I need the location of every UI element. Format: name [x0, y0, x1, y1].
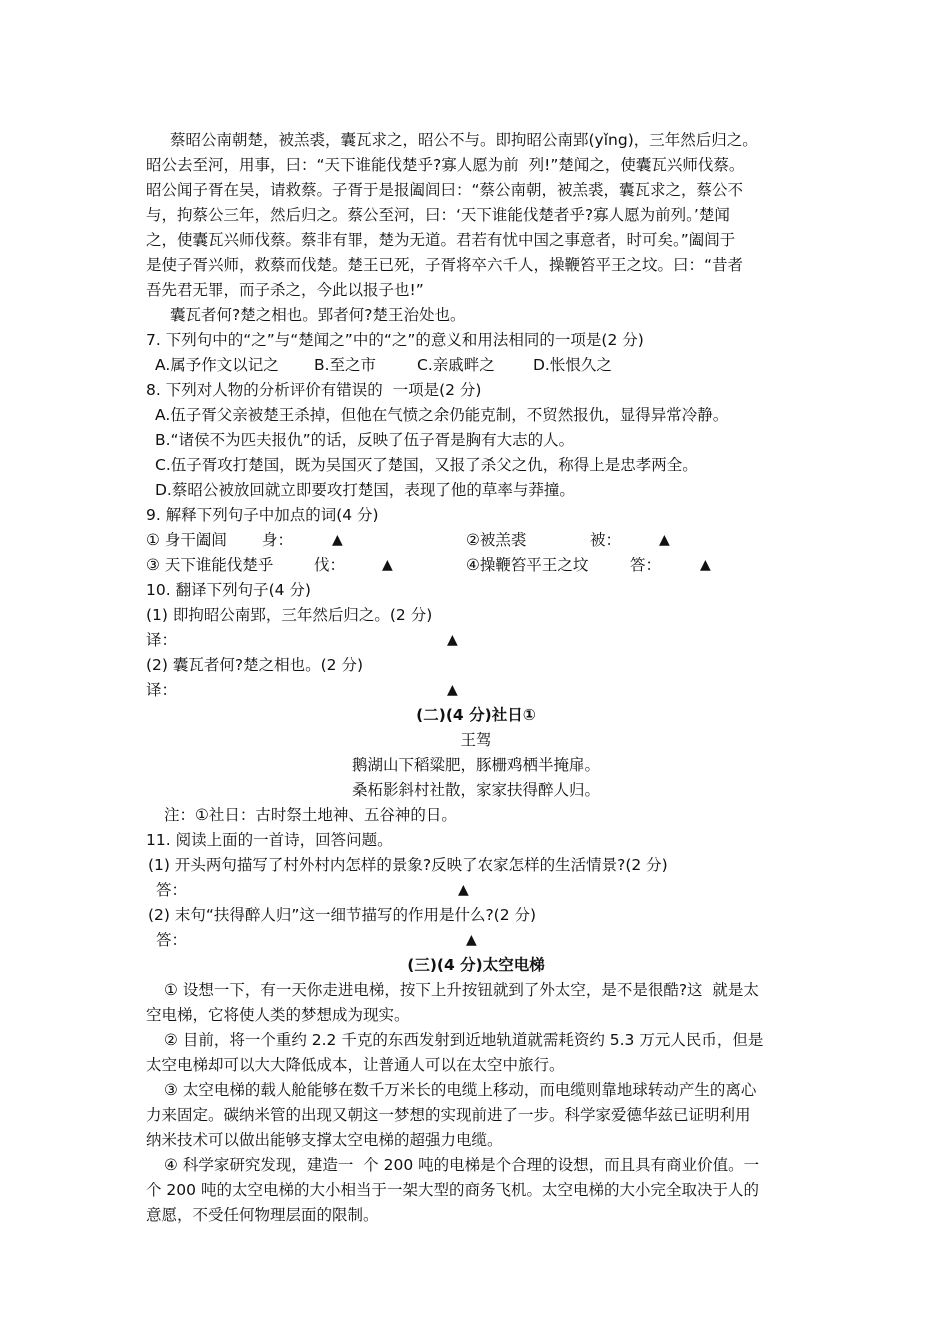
q7-option-a: A.属予作文以记之: [155, 356, 279, 374]
q7-option-d: D.怅恨久之: [533, 356, 612, 374]
passage-line: 与，拘蔡公三年，然后归之。蔡公至河，曰：‘天下谁能伐楚者乎?寡人愿为前列。’楚闻: [146, 206, 730, 224]
q11-answer-label-2: 答：: [156, 931, 188, 949]
q9-item-1-sentence: ① 身干阖闾: [146, 531, 227, 549]
poem-line-2: 桑柘影斜村社散，家家扶得醉人归。: [351, 781, 600, 799]
passage-line: 是使子胥兴师，救蔡而伐楚。楚王已死，子胥将卒六千人，操鞭笞平王之坟。曰：“昔者: [146, 256, 744, 274]
passage-line: 昭公闻子胥在吴，请救蔡。子胥于是报阖闾曰：“蔡公南朝，被羔裘，囊瓦求之，蔡公不: [146, 181, 744, 199]
passage-line: 吾先君无罪，而子杀之，今此以报子也!”: [146, 281, 424, 299]
article-line: ④ 科学家研究发现，建造一 个 200 吨的电梯是个合理的设想，而且具有商业价值。一: [164, 1156, 760, 1174]
passage-line: 之，使囊瓦兴师伐蔡。蔡非有罪，楚为无道。君若有忧中国之事意者，时可矣。”阖闾于: [146, 231, 736, 249]
q7-option-b: B.至之市: [314, 356, 377, 374]
article-line: 个 200 吨的太空电梯的大小相当于一架大型的商务飞机。太空电梯的大小完全取决于人的: [146, 1181, 759, 1199]
section-2-heading: (二)(4 分)社日①: [416, 706, 536, 724]
q9-item-3-word: 伐：: [314, 556, 346, 574]
q9-item-3-answer-marker: ▲: [382, 557, 393, 573]
q7-stem: 7. 下列句中的“之”与“楚闻之”中的“之”的意义和用法相同的一项是(2 分): [146, 331, 644, 349]
q9-item-2-answer-marker: ▲: [659, 532, 670, 548]
q9-item-4-word: 答：: [630, 556, 662, 574]
article-line: 空电梯，它将使人类的梦想成为现实。: [146, 1006, 410, 1024]
q10-answer-marker-2: ▲: [447, 682, 458, 698]
q9-stem: 9. 解释下列句子中加点的词(4 分): [146, 506, 379, 524]
q10-sentence-2: (2) 囊瓦者何?楚之相也。(2 分): [146, 656, 363, 674]
q7-option-c: C.亲戚畔之: [417, 356, 495, 374]
q11-stem: 11. 阅读上面的一首诗，回答问题。: [146, 831, 393, 849]
article-line: 力来固定。碳纳米管的出现又朝这一梦想的实现前进了一步。科学家爱德华兹已证明利用: [146, 1106, 751, 1124]
q8-stem: 8. 下列对人物的分析评价有错误的 一项是(2 分): [146, 381, 482, 399]
q11-answer-label-1: 答：: [156, 881, 188, 899]
q10-stem: 10. 翻译下列句子(4 分): [146, 581, 311, 599]
q9-item-2-word: 被：: [590, 531, 622, 549]
passage-line: 囊瓦者何?楚之相也。郢者何?楚王治处也。: [170, 306, 466, 324]
section-3-heading: (三)(4 分)太空电梯: [407, 956, 545, 974]
q9-item-1-word: 身：: [262, 531, 294, 549]
q9-item-4-sentence: ④操鞭笞平王之坟: [466, 556, 589, 574]
article-line: 太空电梯却可以大大降低成本，让普通人可以在太空中旅行。: [146, 1056, 565, 1074]
q10-answer-label-2: 译：: [146, 681, 178, 699]
q9-item-1-answer-marker: ▲: [332, 532, 343, 548]
q11-sub-2: (2) 末句“扶得醉人归”这一细节描写的作用是什么?(2 分): [148, 906, 537, 924]
q11-answer-marker-2: ▲: [466, 932, 477, 948]
q8-option-d: D.蔡昭公被放回就立即要攻打楚国，表现了他的草率与莽撞。: [155, 481, 575, 499]
q10-answer-label-1: 译：: [146, 631, 178, 649]
article-line: 意愿，不受任何物理层面的限制。: [146, 1206, 379, 1224]
q10-sentence-1: (1) 即拘昭公南郢，三年然后归之。(2 分): [146, 606, 433, 624]
poem-note: 注：①社日：古时祭土地神、五谷神的日。: [164, 806, 457, 824]
q8-option-a: A.伍子胥父亲被楚王杀掉，但他在气愤之余仍能克制，不贸然报仇，显得异常冷静。: [155, 406, 729, 424]
article-line: ① 设想一下，有一天你走进电梯，按下上升按钮就到了外太空，是不是很酷?这 就是太: [164, 981, 759, 999]
q9-item-4-answer-marker: ▲: [700, 557, 711, 573]
q10-answer-marker-1: ▲: [447, 632, 458, 648]
q9-item-2-sentence: ②被羔裘: [466, 531, 527, 549]
q8-option-b: B.“诸侯不为匹夫报仇”的话，反映了伍子胥是胸有大志的人。: [155, 431, 575, 449]
poem-line-1: 鹅湖山下稻粱肥，豚栅鸡栖半掩扉。: [351, 756, 600, 774]
article-line: ② 目前，将一个重约 2.2 千克的东西发射到近地轨道就需耗资约 5.3 万元人民币，但是: [164, 1031, 764, 1049]
q9-item-3-sentence: ③ 天下谁能伐楚乎: [146, 556, 274, 574]
passage-line: 昭公去至河，用事，曰：“天下谁能伐楚乎?寡人愿为前 列!”楚闻之，使囊瓦兴师伐蔡。: [146, 156, 745, 174]
q11-sub-1: (1) 开头两句描写了村外村内怎样的景象?反映了农家怎样的生活情景?(2 分): [148, 856, 668, 874]
q11-answer-marker-1: ▲: [458, 882, 469, 898]
article-line: ③ 太空电梯的载人舱能够在数千万米长的电缆上移动，而电缆则靠地球转动产生的离心: [164, 1081, 757, 1099]
passage-line: 蔡昭公南朝楚，被羔裘，囊瓦求之，昭公不与。即拘昭公南郢(yǐng)，三年然后归之。: [170, 131, 758, 149]
poem-author: 王驾: [460, 731, 492, 749]
q8-option-c: C.伍子胥攻打楚国，既为吴国灭了楚国，又报了杀父之仇，称得上是忠孝两全。: [155, 456, 698, 474]
article-line: 纳米技术可以做出能够支撑太空电梯的超强力电缆。: [146, 1131, 503, 1149]
